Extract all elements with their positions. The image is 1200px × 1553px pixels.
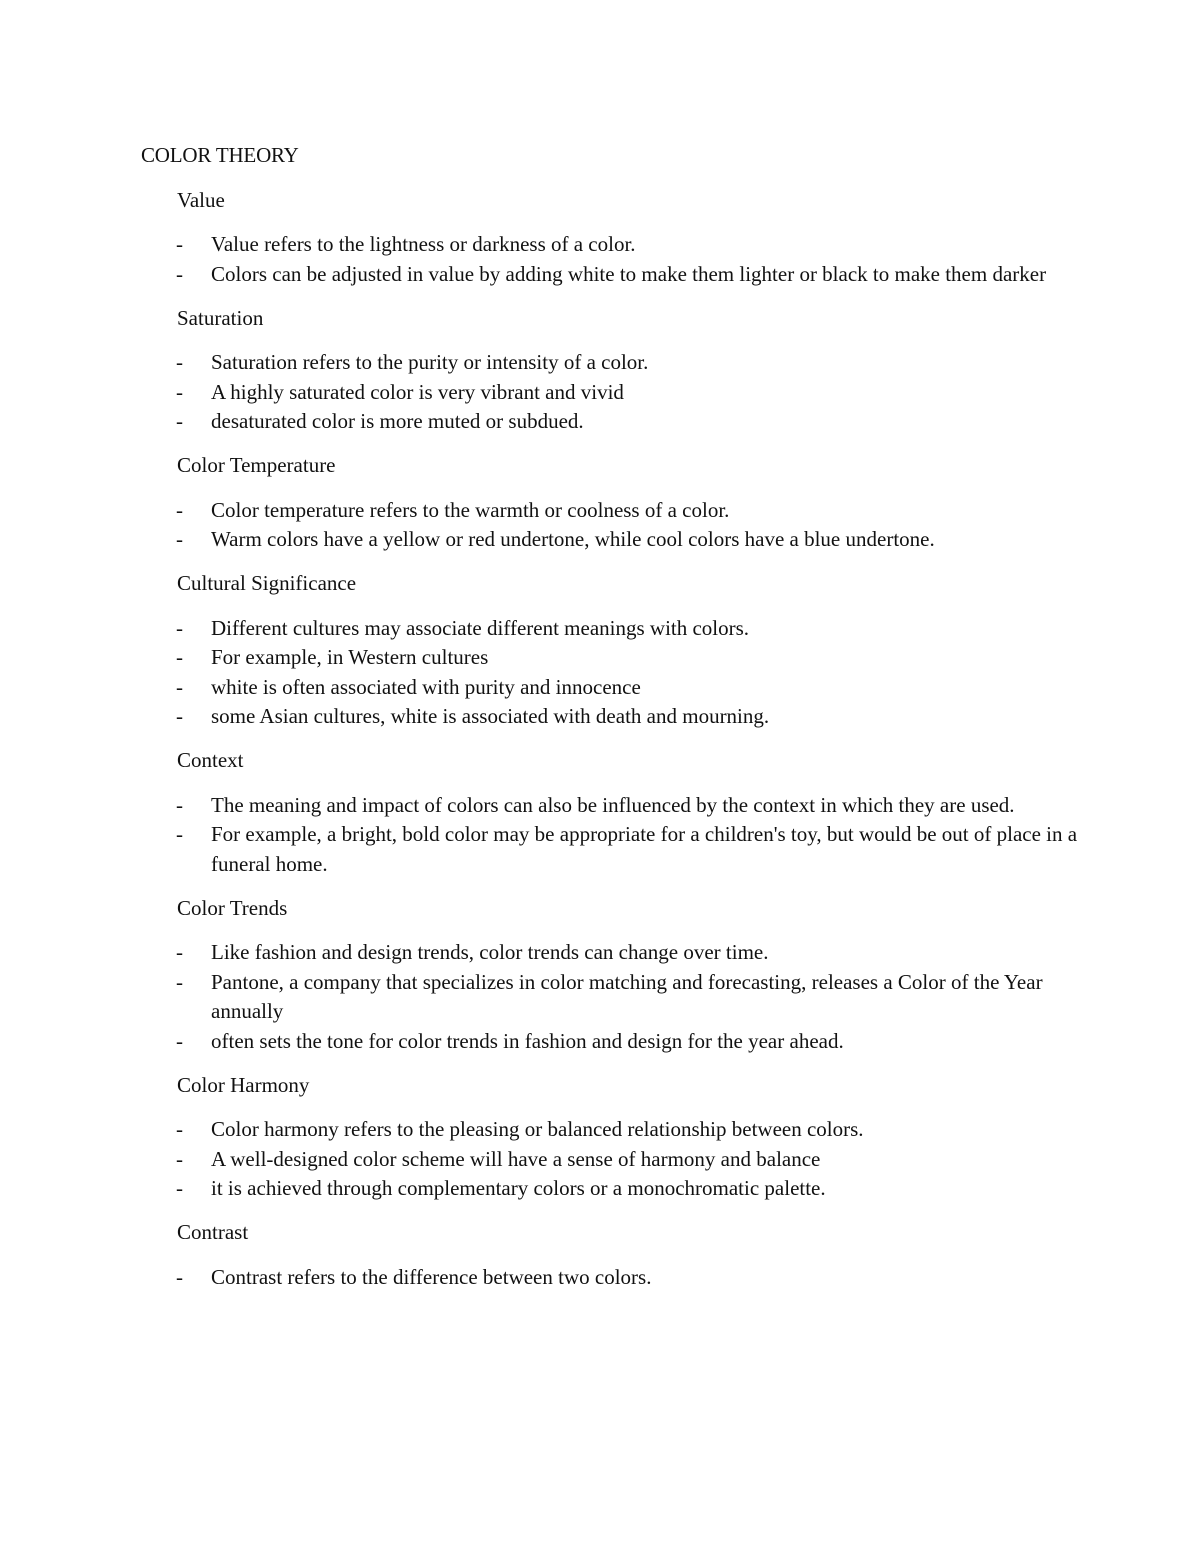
bullet-text: white is often associated with purity and innocence	[211, 674, 641, 699]
bullet-text: A highly saturated color is very vibrant and vivid	[211, 379, 624, 404]
section-cultural-significance	[141, 569, 1081, 732]
list-item	[141, 791, 1081, 821]
dash-bullet-icon: -	[176, 1117, 183, 1141]
dash-bullet-icon: -	[176, 1264, 183, 1289]
dash-bullet-icon: -	[176, 704, 183, 728]
dash-bullet-icon: -	[176, 674, 183, 699]
bullet-text: Contrast refers to the difference between two colors.	[211, 1264, 652, 1289]
list-item	[141, 820, 1081, 879]
bullet-text: Like fashion and design trends, color trends can change over time.	[211, 940, 769, 964]
bullet-text: some Asian cultures, white is associated with death and mourning.	[211, 704, 770, 728]
section-heading: Color Trends	[177, 895, 288, 920]
list-item	[141, 673, 1081, 703]
bullet-text: For example, in Western cultures	[211, 645, 489, 669]
bullet-text: Warm colors have a yellow or red undertone, while cool colors have a blue undertone.	[211, 527, 935, 551]
list-item	[141, 1115, 1081, 1145]
dash-bullet-icon: -	[176, 232, 183, 256]
bullet-text: Color temperature refers to the warmth or coolness of a color.	[211, 497, 730, 522]
dash-bullet-icon: -	[176, 645, 183, 669]
bullet-text: Pantone, a company that specializes in color matching and forecasting, releases a Color of the Year annually	[211, 969, 1043, 1023]
section-heading: Color Harmony	[177, 1072, 310, 1097]
dash-bullet-icon: -	[176, 350, 183, 374]
list-item	[141, 260, 1081, 290]
list-item	[141, 1027, 1081, 1057]
list-item	[141, 702, 1081, 732]
list-item	[141, 643, 1081, 673]
bullet-text: Color harmony refers to the pleasing or balanced relationship between colors.	[211, 1117, 864, 1141]
dash-bullet-icon: -	[176, 615, 183, 640]
bullet-list	[141, 791, 1081, 880]
list-item	[141, 525, 1081, 555]
section-heading: Cultural Significance	[177, 571, 357, 595]
bullet-list	[141, 348, 1081, 437]
bullet-list	[141, 496, 1081, 555]
dash-bullet-icon: -	[176, 1176, 183, 1200]
bullet-text: For example, a bright, bold color may be appropriate for a children's toy, but would be out of place in a funeral home.	[211, 822, 1078, 876]
section-heading: Value	[177, 187, 225, 212]
dash-bullet-icon: -	[176, 822, 183, 846]
section-heading: Color Temperature	[177, 453, 336, 477]
section-heading: Saturation	[177, 305, 264, 330]
dash-bullet-icon: -	[176, 1028, 183, 1053]
section-color-harmony	[141, 1071, 1081, 1204]
list-item	[141, 1174, 1081, 1204]
list-item	[141, 614, 1081, 644]
section-context	[141, 746, 1081, 879]
dash-bullet-icon: -	[176, 969, 183, 994]
bullet-list	[141, 614, 1081, 732]
list-item	[141, 407, 1081, 437]
section-heading: Context	[177, 748, 244, 772]
list-item	[141, 968, 1081, 1027]
bullet-list	[141, 1115, 1081, 1204]
section-heading: Contrast	[177, 1220, 249, 1244]
bullet-text: often sets the tone for color trends in fashion and design for the year ahead.	[211, 1028, 844, 1053]
bullet-text: The meaning and impact of colors can also be influenced by the context in which they are used.	[211, 792, 1015, 817]
section-saturation	[141, 304, 1081, 437]
dash-bullet-icon: -	[176, 409, 183, 433]
dash-bullet-icon: -	[176, 497, 183, 522]
bullet-list	[141, 230, 1081, 289]
section-color-trends	[141, 894, 1081, 1057]
bullet-text: A well-designed color scheme will have a sense of harmony and balance	[211, 1146, 821, 1171]
dash-bullet-icon: -	[176, 379, 183, 404]
bullet-text: Value refers to the lightness or darkness of a color.	[211, 232, 636, 256]
bullet-text: it is achieved through complementary colors or a monochromatic palette.	[211, 1176, 826, 1200]
bullet-list	[141, 1263, 1081, 1293]
list-item	[141, 938, 1081, 968]
section-color-temperature	[141, 451, 1081, 555]
list-item	[141, 230, 1081, 260]
bullet-text: Saturation refers to the purity or intensity of a color.	[211, 350, 649, 374]
list-item	[141, 378, 1081, 408]
dash-bullet-icon: -	[176, 261, 183, 286]
dash-bullet-icon: -	[176, 527, 183, 551]
bullet-text: Different cultures may associate different meanings with colors.	[211, 615, 750, 640]
document-body	[141, 141, 1081, 1307]
section-value	[141, 186, 1081, 290]
dash-bullet-icon: -	[176, 1146, 183, 1171]
list-item	[141, 1145, 1081, 1175]
page-title: COLOR THEORY	[141, 143, 299, 167]
bullet-text: Colors can be adjusted in value by adding white to make them lighter or black to make them darker	[211, 261, 1047, 286]
bullet-text: desaturated color is more muted or subdued.	[211, 409, 584, 433]
section-contrast	[141, 1218, 1081, 1292]
list-item	[141, 1263, 1081, 1293]
list-item	[141, 348, 1081, 378]
dash-bullet-icon: -	[176, 940, 183, 964]
sections-container	[141, 186, 1081, 1293]
dash-bullet-icon: -	[176, 792, 183, 817]
list-item	[141, 496, 1081, 526]
bullet-list	[141, 938, 1081, 1056]
